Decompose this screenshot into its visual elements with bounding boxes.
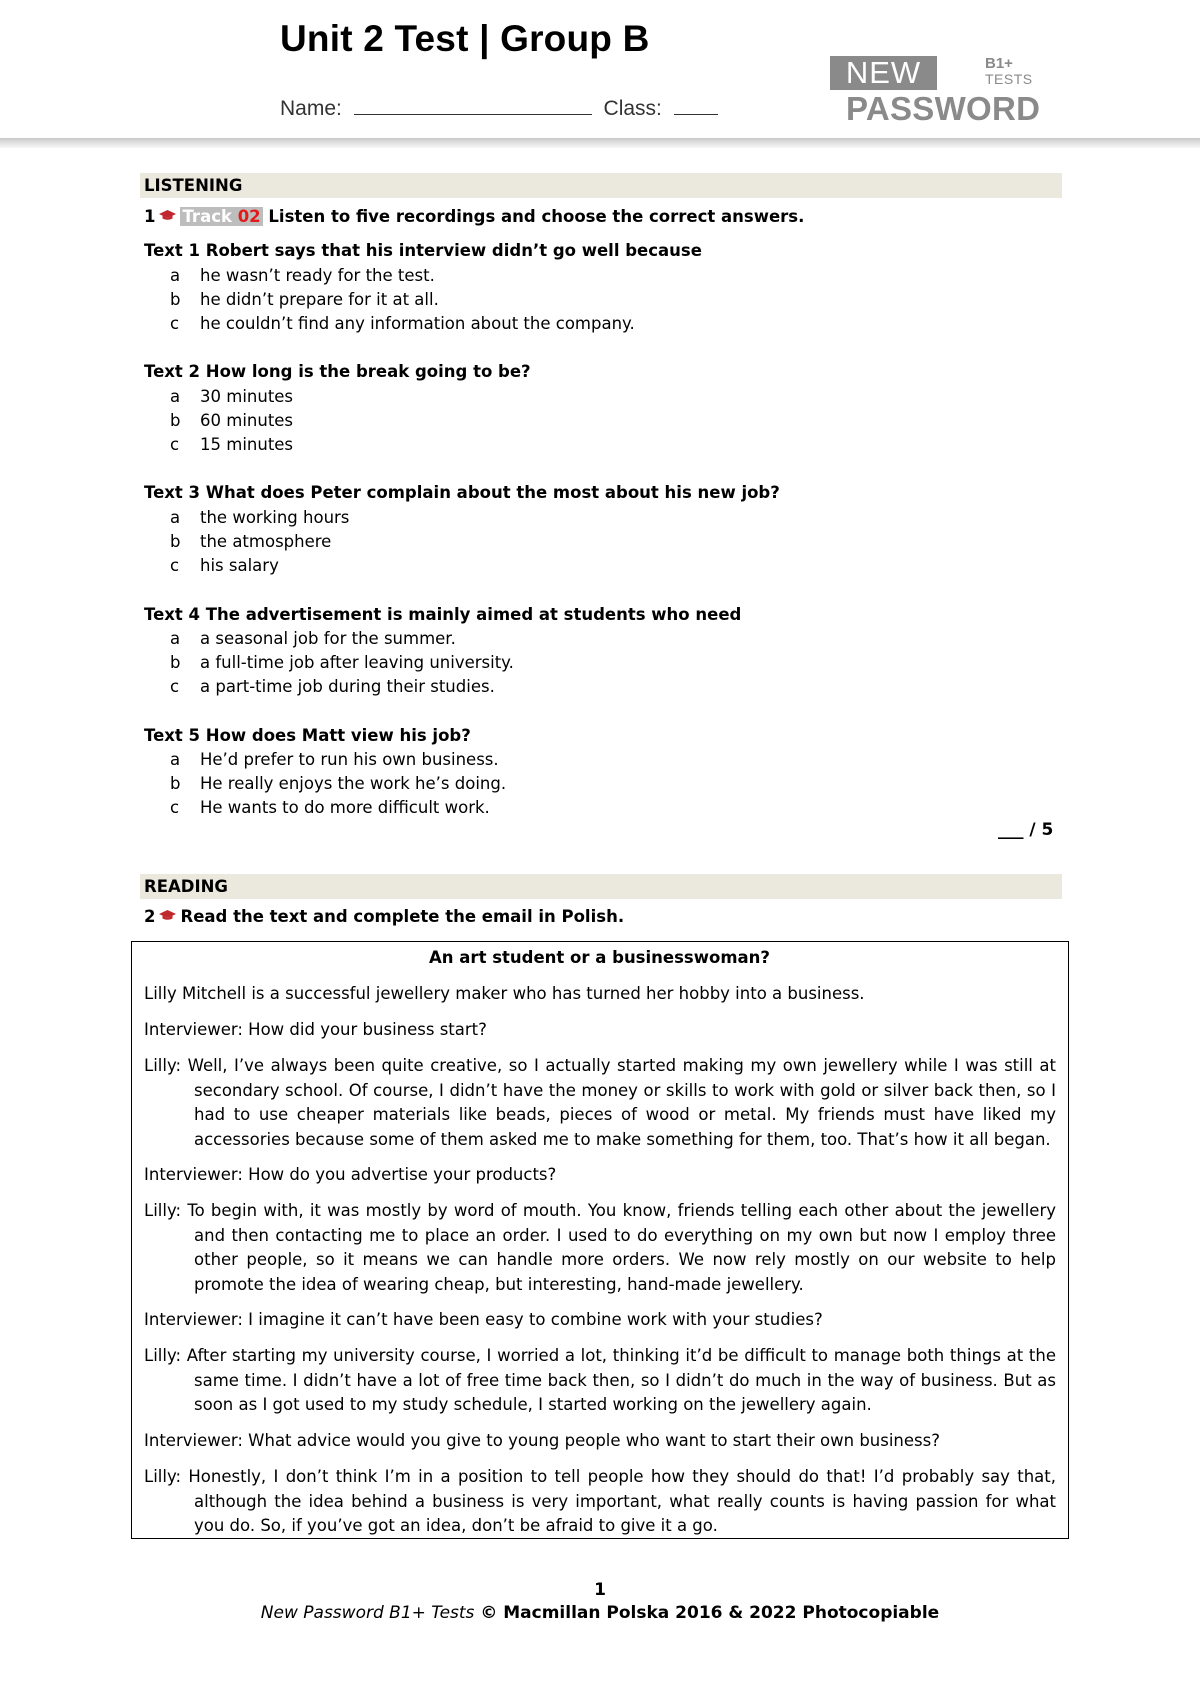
reading-title: An art student or a businesswoman? <box>429 948 770 967</box>
track-label <box>180 207 262 226</box>
option-text: a seasonal job for the summer. <box>200 629 456 648</box>
option-letter: a <box>170 266 181 285</box>
name-label: Name: <box>280 97 342 120</box>
question-text-1 <box>144 241 702 260</box>
name-class-line <box>280 96 718 121</box>
option-text: a full-time job after leaving university. <box>200 653 514 672</box>
option-letter: c <box>170 556 180 575</box>
task-2-instruction <box>144 906 624 926</box>
lilly-answer-2: Lilly: To begin with, it was mostly by word of mouth. You know, friends telling each other about the jewellery and then contacting me to place an order. I used to do everything on my own but now I employ three other people, so it means we can handle more orders. We now rely mostly on our website to help promote the idea of wearing cheap, but interesting, hand-made jewellery. <box>144 1201 1056 1294</box>
class-blank[interactable] <box>674 96 718 115</box>
graduation-cap-icon <box>159 906 176 917</box>
question-text-5 <box>144 726 471 745</box>
option-letter: a <box>170 629 181 648</box>
lilly-answer-3: Lilly: After starting my university course, I worried a lot, thinking it’d be difficult to manage both things at the same time. I didn’t have a lot of free time back then, so I didn’t do much in the way of business. But as soon as I got used to my study schedule, I started working on the jewellery again. <box>144 1346 1056 1414</box>
logo-new: NEW <box>830 56 937 90</box>
interviewer-question-3: Interviewer: I imagine it can’t have been easy to combine work with your studies? <box>144 1310 823 1329</box>
option-letter: a <box>170 508 181 527</box>
option-text: the working hours <box>200 508 350 527</box>
option-letter: a <box>170 750 181 769</box>
option-letter: b <box>170 532 181 551</box>
task-number: 2 <box>144 907 156 926</box>
section-heading-reading: READING <box>140 874 1062 899</box>
question-label: Text 2 <box>144 362 201 381</box>
question-stem: What does Peter complain about the most about his new job? <box>205 483 780 502</box>
logo-level: B1+ <box>985 55 1013 72</box>
option-letter: c <box>170 435 180 454</box>
lilly-answer-4: Lilly: Honestly, I don’t think I’m in a position to tell people how they should do that! I’d probably say that, although the idea behind a business is very important, what really counts is having passion for what you do. So, if you’ve got an idea, don’t be afraid to give it a go. <box>144 1467 1056 1535</box>
option-letter: b <box>170 290 181 309</box>
lilly-answer-1: Lilly: Well, I’ve always been quite creative, so I actually started making my own jewellery while I was still at secondary school. Of course, I didn’t have the money or skills to work with gold or silver back then, so I had to use cheaper materials like beads, pieces of wood or metal. My friends must have liked my accessories because some of them asked me to make something for them, too. That’s how it all began. <box>144 1056 1056 1149</box>
score-box-listening: ___ / 5 <box>998 820 1054 840</box>
track-word: Track <box>182 207 232 226</box>
reading-intro: Lilly Mitchell is a successful jewellery maker who has turned her hobby into a business. <box>144 984 865 1003</box>
question-label: Text 4 <box>144 605 201 624</box>
task-number: 1 <box>144 207 156 226</box>
question-label: Text 1 <box>144 241 201 260</box>
question-label: Text 5 <box>144 726 201 745</box>
question-label: Text 3 <box>144 483 201 502</box>
page-title: Unit 2 Test | Group B <box>280 18 650 59</box>
option-text: his salary <box>200 556 279 575</box>
option-letter: a <box>170 387 181 406</box>
copyright-footer <box>0 1603 1200 1623</box>
option-text: He really enjoys the work he’s doing. <box>200 774 507 793</box>
class-label: Class: <box>603 97 662 120</box>
option-text: he wasn’t ready for the test. <box>200 266 435 285</box>
section-heading-listening: LISTENING <box>140 173 1062 198</box>
option-text: 60 minutes <box>200 411 294 430</box>
option-letter: c <box>170 798 180 817</box>
logo-tests: TESTS <box>985 71 1033 87</box>
interviewer-question-2: Interviewer: How do you advertise your products? <box>144 1165 557 1184</box>
instruction-text: Listen to five recordings and choose the correct answers. <box>268 207 805 226</box>
logo-password: PASSWORD <box>846 90 1041 127</box>
interviewer-question-4: Interviewer: What advice would you give to young people who want to start their own business? <box>144 1431 940 1450</box>
option-letter: b <box>170 774 181 793</box>
option-text: he couldn’t find any information about the company. <box>200 314 635 333</box>
graduation-cap-icon <box>159 206 176 217</box>
option-letter: c <box>170 677 180 696</box>
option-text: the atmosphere <box>200 532 332 551</box>
footer-series: New Password B1+ Tests <box>260 1603 475 1623</box>
option-text: he didn’t prepare for it at all. <box>200 290 439 309</box>
name-blank[interactable] <box>354 96 592 115</box>
track-number: 02 <box>237 207 261 226</box>
task-1-instruction <box>144 206 804 226</box>
instruction-text: Read the text and complete the email in Polish. <box>180 907 625 926</box>
interviewer-question-1: Interviewer: How did your business start? <box>144 1020 487 1039</box>
question-text-2 <box>144 362 531 381</box>
question-stem: Robert says that his interview didn’t go well because <box>205 241 702 260</box>
option-letter: c <box>170 314 180 333</box>
new-password-logo <box>830 55 1041 127</box>
option-text: 30 minutes <box>200 387 294 406</box>
question-text-3 <box>144 483 780 502</box>
footer-rest: © Macmillan Polska 2016 & 2022 Photocopiable <box>474 1603 940 1623</box>
page-number: 1 <box>594 1580 606 1600</box>
question-stem: How long is the break going to be? <box>205 362 531 381</box>
question-stem: The advertisement is mainly aimed at students who need <box>205 605 742 624</box>
question-stem: How does Matt view his job? <box>205 726 471 745</box>
question-text-4 <box>144 605 741 624</box>
reading-text-box <box>131 941 1069 1539</box>
option-text: a part-time job during their studies. <box>200 677 495 696</box>
option-letter: b <box>170 411 181 430</box>
header-divider <box>0 138 1200 148</box>
option-text: He’d prefer to run his own business. <box>200 750 499 769</box>
option-text: He wants to do more difficult work. <box>200 798 490 817</box>
option-text: 15 minutes <box>200 435 294 454</box>
option-letter: b <box>170 653 181 672</box>
